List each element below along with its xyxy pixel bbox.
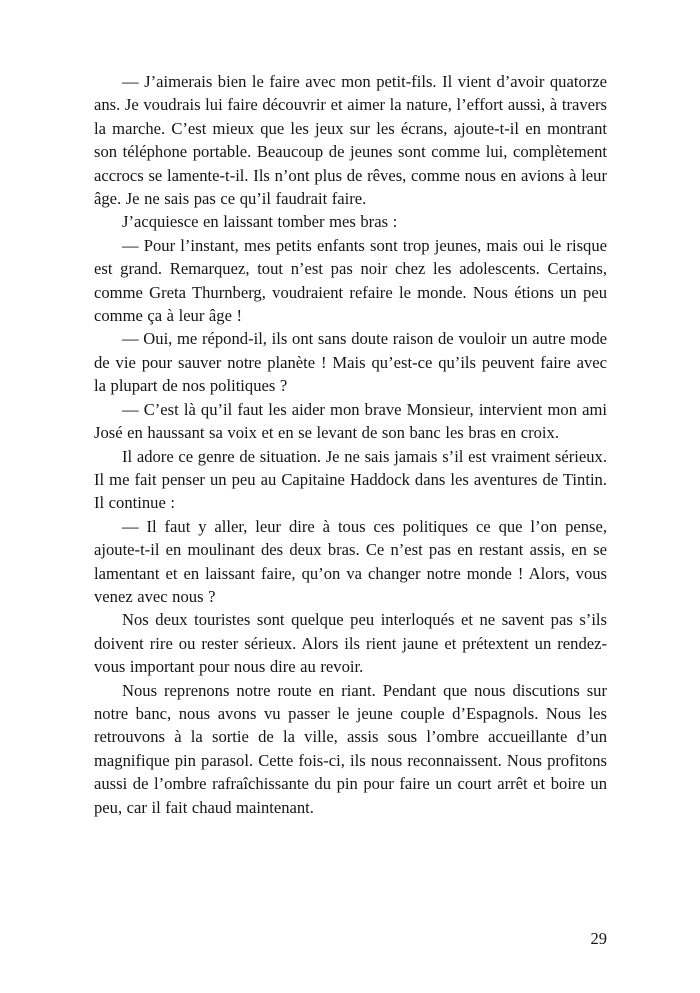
paragraph: — Oui, me répond-il, ils ont sans doute raison de vouloir un autre mode de vie pour sauver notre planète ! Mais qu’est-ce qu’ils peuvent faire avec la plupart de nos politiques ? bbox=[94, 329, 607, 396]
paragraph: Il adore ce genre de situation. Je ne sais jamais s’il est vraiment sérieux. Il me fait penser un peu au Capitaine Haddock dans les aventures de Tintin. Il continue : bbox=[94, 446, 607, 513]
paragraph: — J’aimerais bien le faire avec mon petit-fils. Il vient d’avoir quatorze ans. Je voudrais lui faire découvrir et aimer la nature, l’effort aussi, à travers la marche. C’est mieux que les jeux sur les écrans, ajoute-t-il en montrant son téléphone portable. Beaucoup de jeunes sont comme lui, complètement accrocs se lamente-t-il. Ils n’ont plus de rêves, comme nous en avions à leur âge. Je ne sais pas ce qu’il faudrait faire. bbox=[94, 72, 607, 209]
paragraph: Nos deux touristes sont quelque peu interloqués et ne savent pas s’ils doivent rire ou rester sérieux. Alors ils rient jaune et prétextent un rendez-vous important pour nous dire au revoir. bbox=[94, 610, 607, 677]
paragraph: — C’est là qu’il faut les aider mon brave Monsieur, intervient mon ami José en haussant sa voix et en se levant de son banc les bras en croix. bbox=[94, 399, 607, 443]
paragraph: Nous reprenons notre route en riant. Pendant que nous discutions sur notre banc, nous avons vu passer le jeune couple d’Espagnols. Nous les retrouvons à la sortie de la ville, assis sous l’ombre accueillante d’un magnifique pin parasol. Cette fois-ci, ils nous reconnaissent. Nous profitons aussi de l’ombre rafraîchissante du pin pour faire un court arrêt et boire un peu, car il fait chaud maintenant. bbox=[94, 680, 607, 817]
page-text-block bbox=[94, 70, 607, 819]
paragraph: — Il faut y aller, leur dire à tous ces politiques ce que l’on pense, ajoute-t-il en moulinant des deux bras. Ce n’est pas en restant assis, en se lamentant et en laissant faire, qu’on va changer notre monde ! Alors, vous venez avec nous ? bbox=[94, 516, 607, 606]
paragraph: J’acquiesce en laissant tomber mes bras : bbox=[122, 212, 398, 232]
paragraph: — Pour l’instant, mes petits enfants sont trop jeunes, mais oui le risque est grand. Remarquez, tout n’est pas noir chez les adolescents. Certains, comme Greta Thurnberg, voudraient refaire le monde. Nous étions un peu comme ça à leur âge ! bbox=[94, 235, 607, 326]
page-number: 29 bbox=[590, 929, 607, 948]
